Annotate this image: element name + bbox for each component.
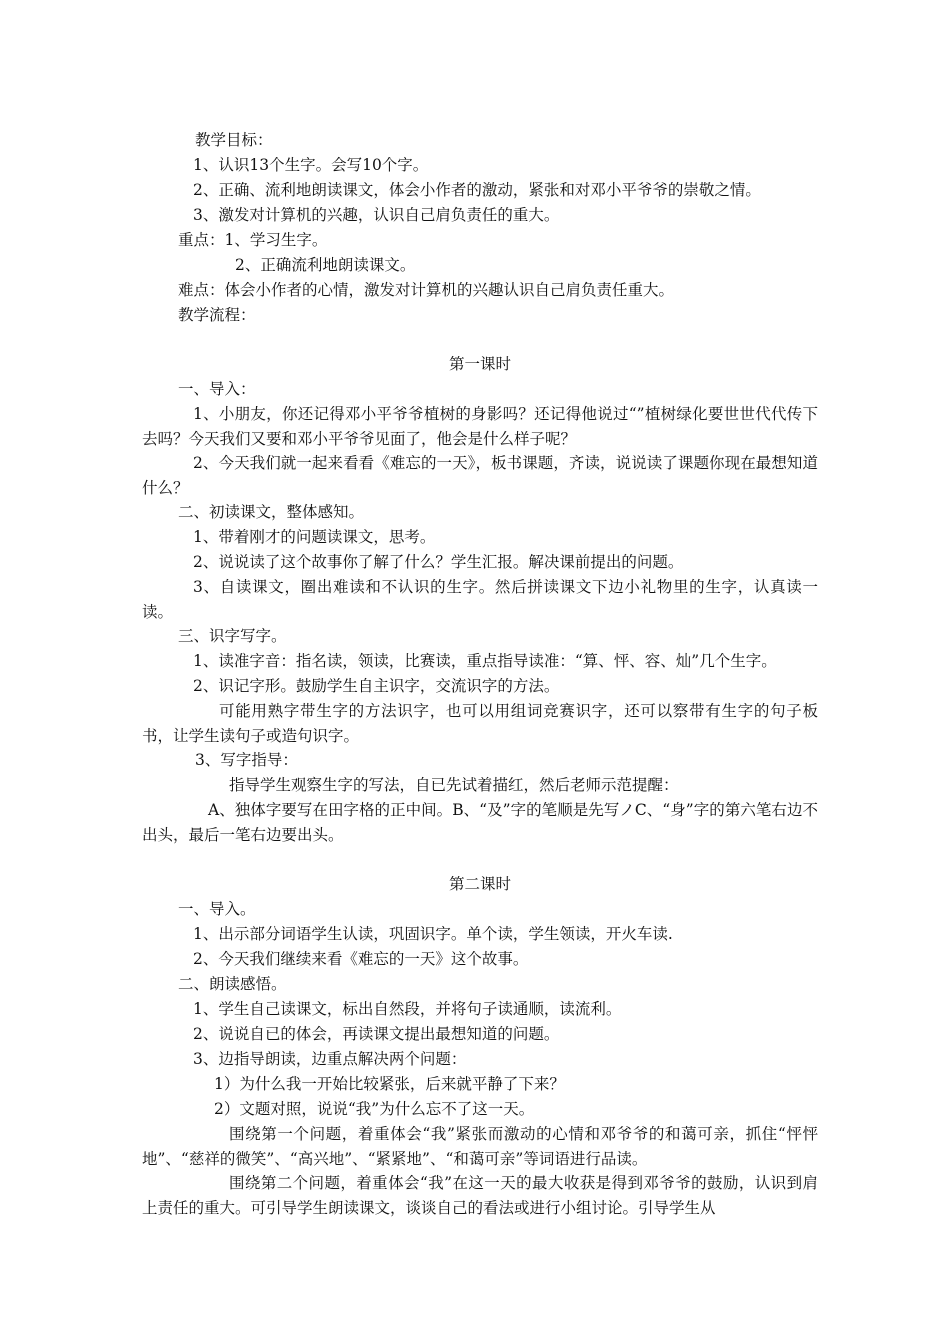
paragraph: 可能用熟字带生字的方法识字，也可以用组词竞赛识字，还可以察带有生字的句子板书，让学生读句子或造句识字。 [142, 702, 818, 745]
section-heading: 二、朗读感悟。 [178, 975, 287, 993]
lesson-title: 第二课时 [448, 875, 511, 893]
paragraph: 2、说说自已的体会，再读课文提出最想知道的问题。 [193, 1025, 560, 1043]
question-item: 2）文题对照，说说“我”为什么忘不了这一天。 [214, 1100, 535, 1118]
paragraph: 3、写字指导： [195, 751, 298, 769]
paragraph: 1、学生自己读课文，标出自然段，并将句子读通顺，读流利。 [193, 1000, 622, 1018]
goal-item: 3、激发对计算机的兴趣，认识自己肩负责任的重大。 [193, 206, 560, 224]
paragraph: 2、今天我们就一起来看看《难忘的一天》，板书课题，齐读，说说读了课题你现在最想知道什么？ [142, 454, 818, 497]
flow-heading: 教学流程： [178, 306, 256, 324]
paragraph: A、独体字要写在田字格的正中间。B、“及”字的笔顺是先写ノC、“身”字的第六笔右边不出头，最后一笔右边要出头。 [142, 801, 818, 844]
section-heading: 三、识字写字。 [178, 627, 287, 645]
paragraph: 围绕第二个问题，着重体会“我”在这一天的最大收获是得到邓爷爷的鼓励，认识到肩上责任的重大。可引导学生朗读课文，谈谈自己的看法或进行小组讨论。引导学生从 [142, 1174, 818, 1217]
paragraph: 1、小朋友，你还记得邓小平爷爷植树的身影吗？还记得他说过“”植树绿化要世世代代传下去吗？今天我们又要和邓小平爷爷见面了，他会是什么样子呢？ [142, 405, 818, 448]
section-heading: 一、导入： [178, 380, 256, 398]
paragraph: 1、带着刚才的问题读课文，思考。 [193, 528, 436, 546]
question-item: 1）为什么我一开始比较紧张，后来就平静了下来？ [214, 1075, 565, 1093]
key-point-line: 重点：1、学习生字。 [178, 231, 328, 249]
section-heading: 一、导入。 [178, 900, 256, 918]
paragraph: 围绕第一个问题，着重体会“我”紧张而激动的心情和邓爷爷的和蔼可亲，抓住“怦怦地”、“慈祥的微笑”、“高兴地”、“紧紧地”、“和蔼可亲”等词语进行品读。 [142, 1125, 818, 1168]
paragraph: 2、识记字形。鼓励学生自主识字，交流识字的方法。 [193, 677, 560, 695]
goals-heading: 教学目标： [195, 131, 273, 149]
lesson-title: 第一课时 [448, 355, 511, 373]
paragraph: 2、今天我们继续来看《难忘的一天》这个故事。 [193, 950, 529, 968]
goal-item: 2、正确、流利地朗读课文，体会小作者的激动，紧张和对邓小平爷爷的崇敬之情。 [193, 181, 761, 199]
paragraph: 1、读准字音：指名读，领读，比赛读，重点指导读准：“算、怦、容、灿”几个生字。 [193, 652, 777, 670]
paragraph: 3、自读课文，圈出难读和不认识的生字。然后拼读课文下边小礼物里的生字，认真读一读。 [142, 578, 818, 621]
difficulty-line: 难点：体会小作者的心情，激发对计算机的兴趣认识自己肩负责任重大。 [178, 281, 675, 299]
paragraph: 2、说说读了这个故事你了解了什么？学生汇报。解决课前提出的问题。 [193, 553, 684, 571]
paragraph: 指导学生观察生字的写法，自已先试着描红，然后老师示范提醒： [229, 776, 679, 794]
section-heading: 二、初读课文，整体感知。 [178, 503, 365, 521]
key-point-line: 2、正确流利地朗读课文。 [235, 256, 416, 274]
paragraph: 1、出示部分词语学生认读，巩固识字。单个读，学生领读，开火车读. [193, 925, 673, 943]
paragraph: 3、边指导朗读，边重点解决两个问题： [193, 1050, 467, 1068]
goal-item: 1、认识13个生字。会写10个字。 [193, 156, 429, 174]
